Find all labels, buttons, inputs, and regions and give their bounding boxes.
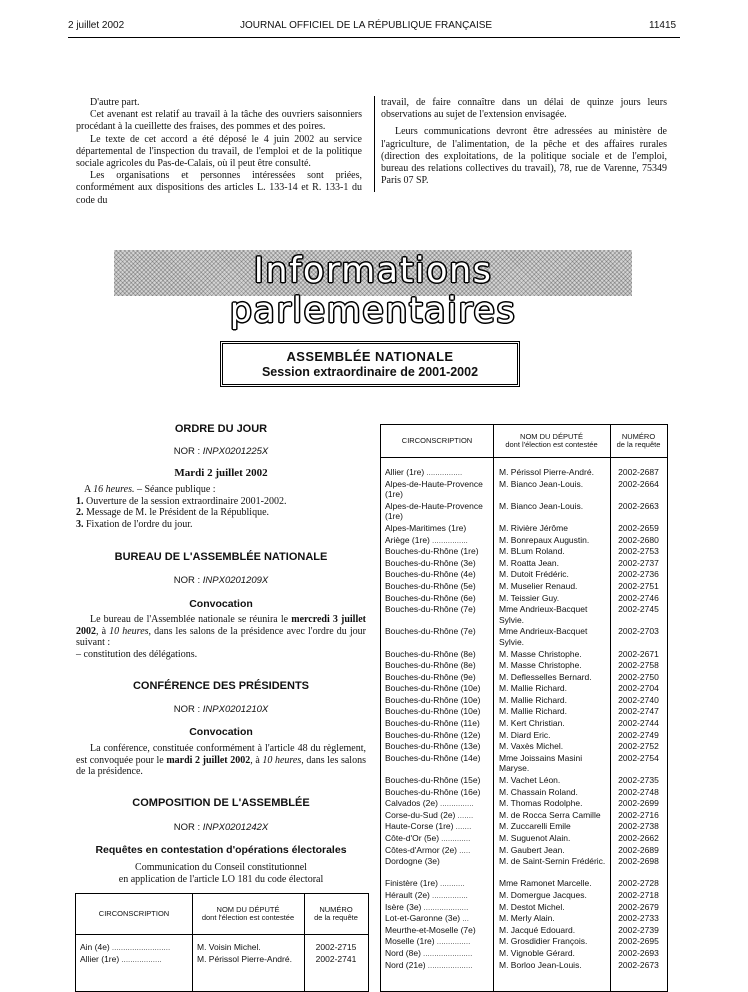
composition-title: COMPOSITION DE L'ASSEMBLÉE: [132, 797, 310, 809]
leader-dots: ...............: [434, 939, 471, 947]
table-row: [381, 787, 667, 799]
depute-name: M. Périssol Pierre-André.: [499, 467, 594, 477]
meeting-time: 10 heures: [262, 754, 302, 766]
table-row: [381, 523, 667, 535]
circonscription-name: Côtes-d'Armor (2e): [385, 844, 458, 855]
leader-dots: .......: [453, 824, 472, 832]
requete-number: 2002-2703: [618, 626, 659, 637]
circonscription-name: Bouches-du-Rhône (1re): [385, 546, 479, 557]
table-row: [381, 569, 667, 581]
circonscription-name: Bouches-du-Rhône (3e): [385, 557, 476, 568]
depute-name: Mme Joissains Masini Maryse.: [499, 752, 583, 774]
nor-reference: [76, 704, 366, 715]
table-row: [381, 878, 667, 890]
table-row: [381, 593, 667, 605]
requete-number: 2002-2748: [618, 786, 659, 797]
nor-reference: [76, 446, 366, 457]
table-row: [381, 845, 667, 857]
circonscription-cell: [80, 954, 188, 967]
table-row: [381, 672, 667, 684]
depute-name: M. Dutoit Frédéric.: [499, 569, 569, 580]
requete-number: 2002-2679: [618, 901, 659, 912]
requete-number: 2002-2689: [618, 844, 659, 855]
circonscription-name: Dordogne (3e): [385, 856, 440, 867]
contestation-table-left: [75, 893, 369, 992]
table-row: [381, 649, 667, 661]
circonscription-cell: [385, 856, 489, 869]
nor-reference: [76, 822, 366, 833]
nor-label: NOR :: [173, 575, 201, 586]
top-left-column: [76, 97, 362, 207]
circonscription-name: Calvados (2e): [385, 798, 438, 809]
depute-name: M. Masse Christophe.: [499, 660, 582, 671]
depute-name: M. Thomas Rodolphe.: [499, 798, 583, 809]
depute-name: M. Mallie Richard.: [499, 706, 568, 717]
table-row: [381, 695, 667, 707]
depute-name: M. Bianco Jean-Louis.: [499, 478, 584, 489]
circonscription-cell: [385, 479, 489, 502]
table-row: [381, 626, 667, 648]
requete-number: 2002-2747: [618, 706, 659, 717]
text: , dans les salons de la présidence avec l'ordre du jour suivant :: [76, 625, 366, 648]
ordre-du-jour-title: ORDRE DU JOUR: [174, 423, 268, 435]
leader-dots: .....: [457, 847, 471, 855]
paragraph: travail, de faire connaître dans un délai de quinze jours leurs observations au sujet de l'extension envisagée.: [381, 97, 667, 121]
circonscription-cell: [385, 604, 489, 617]
composition-subhead: Requêtes en contestation d'opérations électorales: [95, 844, 347, 856]
header-text: de la requête: [616, 440, 661, 449]
circonscription-cell: [385, 960, 489, 973]
table-body: [76, 942, 368, 965]
seance-time: 16 heures.: [93, 484, 135, 495]
circonscription-name: Bouches-du-Rhône (10e): [385, 683, 481, 694]
table-body: [381, 467, 667, 971]
table-row: [381, 948, 667, 960]
depute-name: Mme Ramonet Marcelle.: [499, 878, 592, 889]
circonscription-name: Hérault (2e): [385, 889, 430, 900]
requete-number: 2002-2751: [618, 580, 659, 591]
nor-label: NOR :: [173, 446, 201, 457]
table-row: [381, 753, 667, 775]
nor-reference: [76, 575, 366, 586]
table-row: [381, 775, 667, 787]
header-text: NOM DU DÉPUTÉ: [520, 431, 583, 441]
requete-number: 2002-2758: [618, 660, 659, 671]
text: , dans les salons de la présidence.: [76, 754, 366, 777]
requete-number: 2002-2753: [618, 546, 659, 557]
assembly-name: ASSEMBLÉE NATIONALE: [286, 349, 454, 364]
paragraph: Les organisations et personnes intéressées sont priées, conformément aux dispositions des articles L. 133-14 et R. 133-1 du code du: [76, 170, 362, 206]
circonscription-cell: [385, 626, 489, 639]
requete-number: 2002-2749: [618, 729, 659, 740]
meeting-date: mardi 2 juillet 2002: [166, 754, 251, 766]
header-numero: [610, 425, 667, 457]
text: La conférence, constituée conformément à l'article 48 du règlement, est convoquée pour le: [76, 743, 366, 766]
conference-title: CONFÉRENCE DES PRÉSIDENTS: [132, 680, 310, 692]
table-row: [381, 798, 667, 810]
composition-intro: [76, 862, 366, 885]
intro-line: en application de l'article LO 181 du code électoral: [118, 873, 324, 885]
ordre-du-jour-list: A 16 heures. – Séance publique : 1. Ouverture de la session extraordinaire 2001-2002. 2. Message de M. le Président de la République. 3. Fixation de l'ordre du jour.: [76, 484, 366, 530]
bureau-title: BUREAU DE L'ASSEMBLÉE NATIONALE: [114, 551, 328, 563]
requete-number: 2002-2698: [618, 856, 659, 867]
circonscription-name: Isère (3e): [385, 901, 422, 912]
text: , à: [250, 754, 263, 766]
circonscription-name: Alpes-de-Haute-Provence (1re): [385, 500, 483, 522]
circonscription-name: Côte-d'Or (5e): [385, 833, 440, 843]
header-depute: [493, 425, 610, 457]
leader-dots: ......................: [420, 950, 473, 958]
circonscription-name: Alpes-de-Haute-Provence (1re): [385, 478, 483, 500]
table-row: [381, 467, 667, 479]
depute-name: M. de Rocca Serra Camille: [499, 809, 601, 820]
leader-dots: ..................: [119, 956, 162, 964]
section-banner: [114, 250, 632, 331]
requete-number: 2002-2750: [618, 671, 659, 682]
table-row: [381, 821, 667, 833]
item-number: 1.: [76, 495, 84, 507]
requete-number: 2002-2663: [618, 500, 659, 511]
header-depute: [192, 894, 304, 934]
header-text: NUMÉRO: [621, 431, 656, 441]
circonscription-name: Bouches-du-Rhône (16e): [385, 786, 481, 797]
requete-number: 2002-2740: [618, 694, 659, 705]
depute-name: M. Jacqué Edouard.: [499, 924, 576, 935]
intro-line: Communication du Conseil constitutionnel: [135, 862, 307, 873]
contestation-table-right: [380, 424, 668, 992]
circonscription-name: Nord (8e): [385, 947, 421, 958]
table-header: [381, 425, 667, 458]
depute-name: M. de Saint-Sernin Frédéric.: [499, 856, 606, 867]
circonscription-name: Ariège (1re): [385, 534, 430, 545]
circonscription-name: Bouches-du-Rhône (6e): [385, 592, 476, 603]
meeting-time: 10 heures: [109, 625, 149, 637]
circonscription-name: Bouches-du-Rhône (12e): [385, 729, 481, 740]
circonscription-name: Haute-Corse (1re): [385, 821, 454, 832]
requete-number: 2002-2699: [618, 798, 659, 809]
circonscription-cell: [385, 501, 489, 524]
depute-name: M. Suguenot Alain.: [499, 833, 571, 843]
banner-title: Informations parlementaires: [229, 251, 517, 331]
leader-dots: ................: [429, 892, 469, 900]
depute-name: M. Bianco Jean-Louis.: [499, 500, 584, 511]
leader-dots: .............: [439, 836, 471, 843]
ordre-item: [76, 496, 366, 508]
nor-code: INPX0201209X: [202, 575, 269, 586]
circonscription-name: Bouches-du-Rhône (10e): [385, 694, 481, 705]
table-row: [381, 501, 667, 523]
depute-name: M. Rivière Jérôme: [499, 522, 568, 533]
circonscription-cell: [385, 753, 489, 766]
table-header: [76, 894, 368, 935]
leader-dots: ..........................: [109, 945, 171, 952]
header-text: dont l'élection est contestée: [505, 440, 598, 449]
bureau-item: – constitution des délégations.: [76, 648, 198, 660]
requete-number: 2002-2695: [618, 936, 659, 947]
table-row: [381, 741, 667, 753]
circonscription-name: Bouches-du-Rhône (4e): [385, 569, 476, 580]
meeting-date: mercredi 3 juillet 2002: [76, 614, 366, 637]
conference-subhead: Convocation: [189, 726, 253, 738]
paragraph: D'autre part.: [90, 97, 140, 108]
requete-number: 2002-2733: [618, 913, 659, 924]
seance-type: – Séance publique :: [134, 484, 216, 495]
table-row: [381, 925, 667, 937]
table-row: [381, 833, 667, 845]
circonscription-name: Bouches-du-Rhône (11e): [385, 718, 480, 729]
depute-name: Mme Andrieux-Bacquet Sylvie.: [499, 626, 588, 647]
bureau-subhead: Convocation: [189, 598, 253, 610]
leader-dots: ................: [429, 537, 469, 545]
column-divider: [374, 96, 375, 192]
top-right-column: [381, 97, 667, 187]
table-row: [381, 810, 667, 822]
conference-text: [76, 743, 366, 778]
table-row: [381, 479, 667, 501]
header-circonscription: CIRCONSCRIPTION: [401, 435, 473, 445]
requete-number: 2002-2754: [618, 752, 659, 763]
item-text: Fixation de l'ordre du jour.: [83, 518, 193, 530]
table-row: [76, 942, 368, 954]
circonscription-name: Ain (4e): [80, 942, 110, 952]
table-row: [381, 706, 667, 718]
table-row: [381, 660, 667, 672]
requete-number: 2002-2737: [618, 557, 659, 568]
circonscription-name: Nord (21e): [385, 959, 426, 970]
depute-name: M. Chassain Roland.: [499, 786, 578, 797]
requete-number: 2002-2744: [618, 718, 659, 729]
requete-number: 2002-2728: [618, 878, 659, 889]
table-row: [381, 718, 667, 730]
depute-name: M. Destot Michel.: [499, 901, 565, 912]
requete-number: 2002-2715: [315, 942, 357, 952]
requete-number: 2002-2745: [618, 604, 659, 615]
header-title: JOURNAL OFFICIEL DE LA RÉPUBLIQUE FRANÇAISE: [240, 20, 493, 31]
depute-name: M. Voisin Michel.: [197, 942, 261, 952]
circonscription-name: Lot-et-Garonne (3e): [385, 913, 461, 924]
depute-name: M. Grosdidier François.: [499, 936, 588, 947]
item-text: Ouverture de la session extraordinaire 2001-2002.: [83, 495, 287, 507]
table-row: [381, 730, 667, 742]
table-row: [381, 890, 667, 902]
paragraph: Leurs communications devront être adressées au ministère de l'agriculture, de l'alimentation, de la pêche et des affaires rurales (direction des exploitations, de la politique sociale et de l'emploi, bureau des relations collectives du travail), 78, rue de Varenne, 75349 Paris 07 SP.: [381, 126, 667, 187]
leader-dots: ...........: [437, 881, 465, 889]
circonscription-name: Bouches-du-Rhône (8e): [385, 660, 476, 671]
ordre-item: [76, 507, 366, 519]
paragraph: Le texte de cet accord a été déposé le 4 juin 2002 au service départemental de l'inspection du travail, de l'emploi et de la politique sociale agricoles du Pas-de-Calais, où il peut être consulté.: [76, 133, 362, 170]
ordre-date-heading: Mardi 2 juillet 2002: [174, 467, 268, 479]
table-row: [381, 960, 667, 972]
nor-code: INPX0201242X: [202, 822, 269, 833]
header-text: NOM DU DÉPUTÉ: [216, 904, 280, 914]
circonscription-name: Allier (1re): [80, 953, 120, 964]
table-row: [381, 546, 667, 558]
paragraph: Cet avenant est relatif au travail à la tâche des ouvriers saisonniers procédant à la cueillette des fraises, des pommes et des poires.: [76, 109, 362, 133]
circonscription-name: Corse-du-Sud (2e): [385, 809, 456, 820]
bureau-text: [76, 614, 366, 660]
requete-number: 2002-2752: [618, 741, 659, 752]
nor-code: INPX0201225X: [202, 446, 269, 457]
requete-number: 2002-2739: [618, 924, 659, 935]
depute-name: M. BLum Roland.: [499, 546, 565, 557]
header-date: 2 juillet 2002: [68, 20, 125, 31]
nor-label: NOR :: [173, 822, 201, 833]
depute-name: M. Bonrepaux Augustin.: [499, 534, 590, 545]
circonscription-name: Finistère (1re): [385, 878, 438, 889]
depute-name: M. Mallie Richard.: [499, 694, 568, 705]
table-row: [381, 856, 667, 878]
circonscription-name: Bouches-du-Rhône (9e): [385, 671, 476, 682]
depute-name: M. Domergue Jacques.: [499, 889, 587, 900]
depute-name: M. Roatta Jean.: [499, 557, 560, 568]
depute-name: M. Borloo Jean-Louis.: [499, 959, 582, 970]
circonscription-name: Bouches-du-Rhône (10e): [385, 706, 481, 717]
header-rule: [68, 37, 680, 38]
header-page-number: 11415: [649, 20, 677, 31]
assembly-title-box: [222, 343, 518, 385]
header-text: dont l'élection est contestée: [201, 913, 295, 922]
circonscription-name: Bouches-du-Rhône (5e): [385, 580, 476, 591]
table-row: [381, 683, 667, 695]
table-row: [381, 535, 667, 547]
header-circonscription: CIRCONSCRIPTION: [98, 908, 170, 918]
leader-dots: ....................: [421, 904, 469, 912]
requete-number: 2002-2664: [618, 478, 659, 489]
table-row: [381, 936, 667, 948]
depute-name: M. Muselier Renaud.: [499, 580, 578, 591]
text: , à: [96, 625, 110, 637]
leader-dots: .......: [455, 812, 474, 820]
circonscription-name: Allier (1re): [385, 467, 425, 477]
requete-number: 2002-2746: [618, 592, 659, 603]
requete-number: 2002-2687: [618, 467, 659, 477]
nor-code: INPX0201210X: [202, 704, 269, 715]
requete-number: 2002-2735: [618, 775, 659, 786]
circonscription-name: Alpes-Maritimes (1re): [385, 522, 467, 533]
requete-number: 2002-2662: [618, 833, 659, 843]
header-text: NUMÉRO: [319, 904, 353, 914]
depute-name: M. Masse Christophe.: [499, 648, 582, 659]
item-text: Message de M. le Président de la République.: [83, 507, 270, 518]
circonscription-name: Bouches-du-Rhône (14e): [385, 752, 481, 763]
leader-dots: ................: [424, 470, 463, 477]
circonscription-name: Bouches-du-Rhône (7e): [385, 604, 476, 615]
header-numero: [304, 894, 368, 934]
depute-name: M. Vignoble Gérard.: [499, 947, 575, 958]
requete-number: 2002-2693: [618, 947, 659, 958]
table-row: [381, 558, 667, 570]
table-row: [381, 581, 667, 593]
depute-name: M. Deflesselles Bernard.: [499, 671, 592, 682]
depute-name: Mme Andrieux-Bacquet Sylvie.: [499, 604, 588, 625]
depute-name: M. Zuccarelli Emile: [499, 821, 571, 832]
header-text: de la requête: [314, 913, 358, 922]
requete-number: 2002-2716: [618, 809, 659, 820]
circonscription-name: Bouches-du-Rhône (8e): [385, 648, 476, 659]
circonscription-name: Bouches-du-Rhône (13e): [385, 741, 481, 752]
nor-label: NOR :: [173, 704, 201, 715]
depute-name: M. Gaubert Jean.: [499, 844, 565, 855]
circonscription-name: Bouches-du-Rhône (7e): [385, 626, 476, 637]
depute-name: M. Mallie Richard.: [499, 683, 568, 694]
leader-dots: ....................: [425, 962, 473, 970]
text: Le bureau de l'Assemblée nationale se réunira le: [90, 614, 292, 625]
item-number: 2.: [76, 507, 84, 518]
circonscription-name: Bouches-du-Rhône (15e): [385, 775, 481, 786]
depute-name: M. Vachet Léon.: [499, 775, 561, 786]
circonscription-name: Moselle (1re): [385, 936, 435, 947]
leader-dots: ...............: [437, 801, 474, 809]
requete-number: 2002-2659: [618, 522, 659, 533]
table-row: [381, 913, 667, 925]
depute-name: M. Merly Alain.: [499, 913, 555, 924]
depute-name: M. Teissier Guy.: [499, 592, 560, 603]
requete-number: 2002-2741: [315, 953, 357, 964]
leader-dots: ...: [460, 916, 470, 924]
item-number: 3.: [76, 518, 84, 530]
table-row: [76, 954, 368, 966]
requete-number: 2002-2671: [618, 648, 659, 659]
depute-name: M. Vaxès Michel.: [499, 741, 564, 752]
circonscription-name: Meurthe-et-Moselle (7e): [385, 924, 476, 935]
requete-number: 2002-2718: [618, 889, 659, 900]
depute-name: M. Diard Eric.: [499, 729, 551, 740]
requete-number: 2002-2680: [618, 534, 659, 545]
requete-number: 2002-2673: [618, 959, 659, 970]
depute-name: M. Périssol Pierre-André.: [197, 953, 292, 964]
requete-number: 2002-2736: [618, 569, 659, 580]
requete-number: 2002-2704: [618, 683, 659, 694]
table-row: [381, 902, 667, 914]
requete-number: 2002-2738: [618, 821, 659, 832]
ordre-item: [76, 519, 366, 531]
session-name: Session extraordinaire de 2001-2002: [261, 365, 479, 379]
table-row: [381, 604, 667, 626]
depute-name: M. Kert Christian.: [499, 718, 565, 729]
